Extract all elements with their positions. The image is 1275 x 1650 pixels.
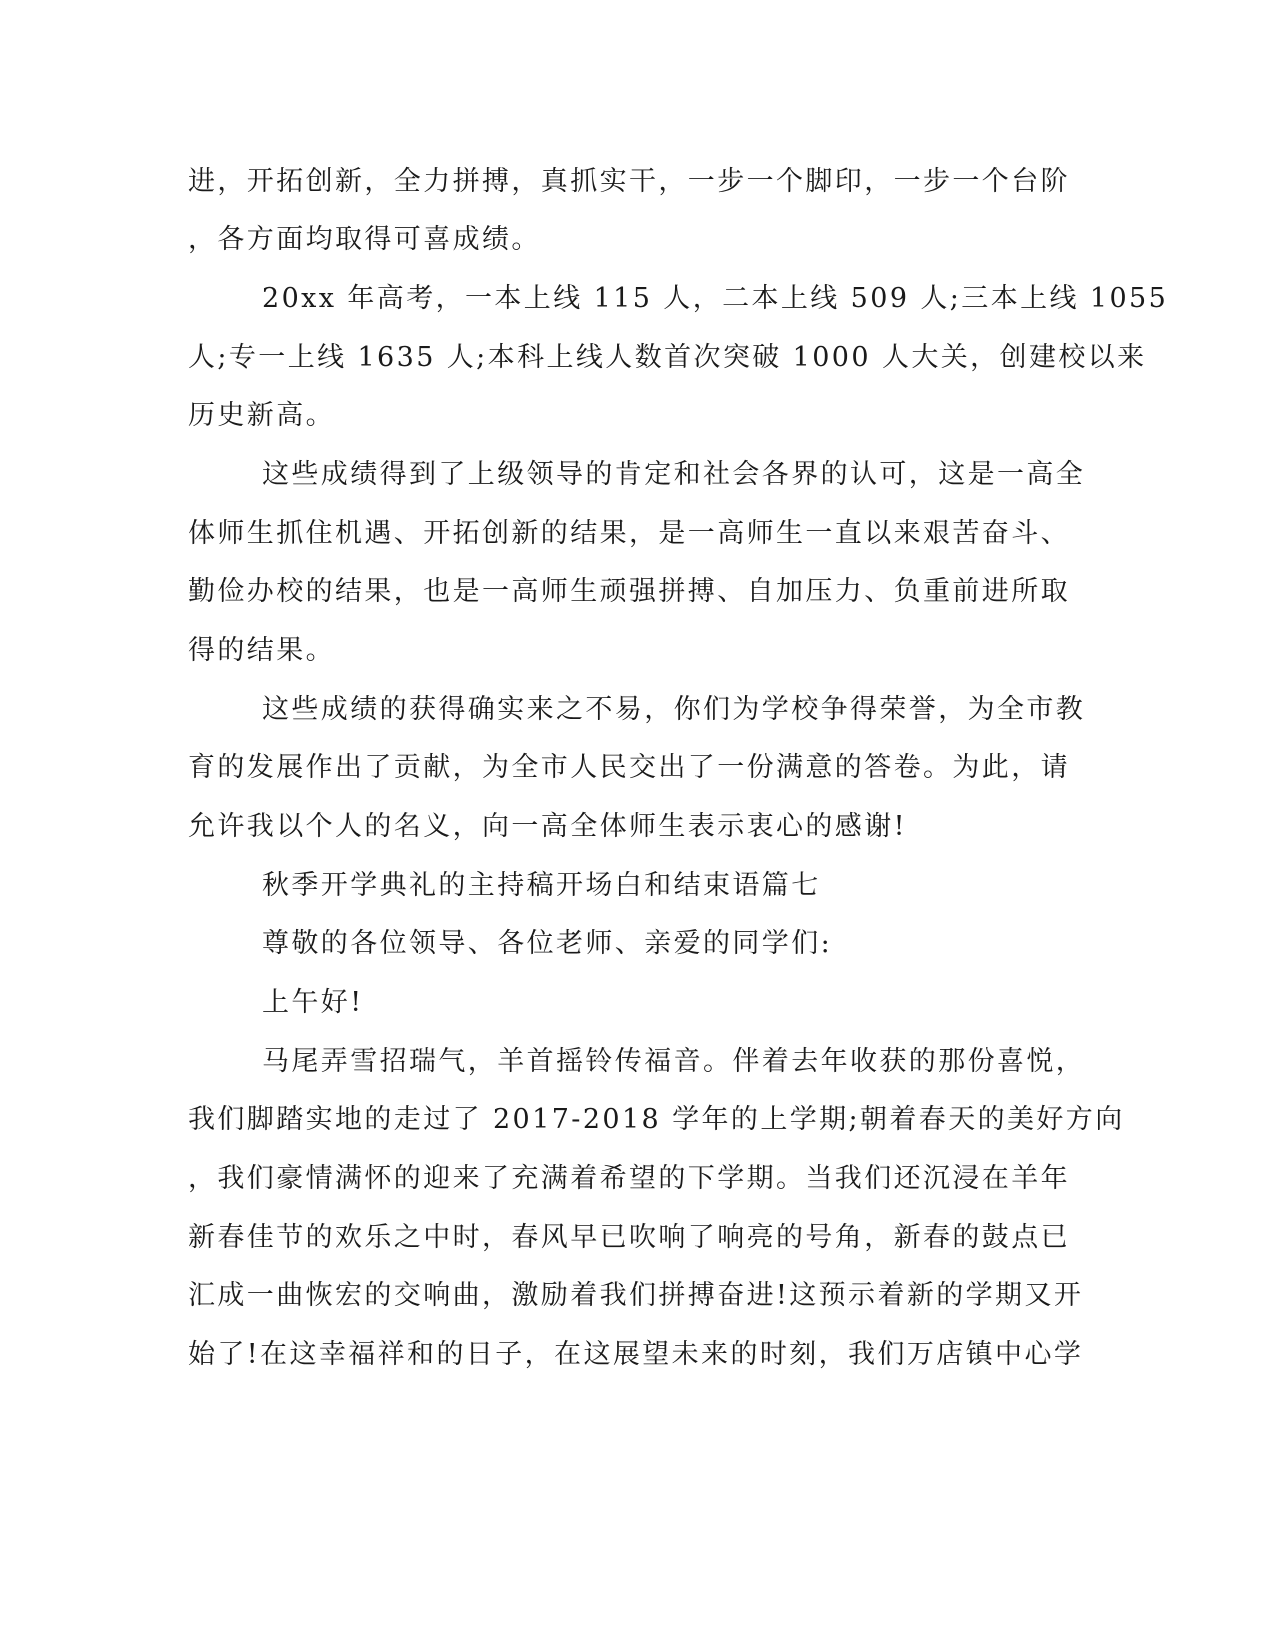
text-line: 勤俭办校的结果，也是一高师生顽强拼搏、自加压力、负重前进所取	[188, 576, 1070, 607]
paragraph-first-line: 马尾弄雪招瑞气，羊首摇铃传福音。伴着去年收获的那份喜悦，	[262, 1046, 1086, 1077]
text-line: 始了!在这幸福祥和的日子，在这展望未来的时刻，我们万店镇中心学	[188, 1339, 1084, 1370]
text-line: 新春佳节的欢乐之中时，春风早已吹响了响亮的号角，新春的鼓点已	[188, 1222, 1070, 1253]
text-line: 汇成一曲恢宏的交响曲，激励着我们拼搏奋进!这预示着新的学期又开	[188, 1280, 1084, 1311]
paragraph-first-line: 这些成绩的获得确实来之不易，你们为学校争得荣誉，为全市教	[262, 694, 1086, 725]
salutation: 尊敬的各位领导、各位老师、亲爱的同学们:	[262, 928, 833, 959]
paragraph-first-line: 这些成绩得到了上级领导的肯定和社会各界的认可，这是一高全	[262, 459, 1086, 490]
text-line: ，各方面均取得可喜成绩。	[188, 224, 541, 255]
text-line: 体师生抓住机遇、开拓创新的结果，是一高师生一直以来艰苦奋斗、	[188, 518, 1070, 549]
text-line: 进，开拓创新，全力拼搏，真抓实干，一步一个脚印，一步一个台阶	[188, 166, 1070, 197]
text-line: 允许我以个人的名义，向一高全体师生表示衷心的感谢!	[188, 811, 907, 842]
greeting: 上午好!	[262, 987, 364, 1018]
text-line: ，我们豪情满怀的迎来了充满着希望的下学期。当我们还沉浸在羊年	[188, 1163, 1070, 1194]
text-line: 得的结果。	[188, 635, 335, 666]
text-line: 育的发展作出了贡献，为全市人民交出了一份满意的答卷。为此，请	[188, 752, 1070, 783]
text-line: 人;专一上线 1635 人;本科上线人数首次突破 1000 人大关，创建校以来	[188, 342, 1147, 373]
text-line: 我们脚踏实地的走过了 2017-2018 学年的上学期;朝着春天的美好方向	[188, 1104, 1125, 1135]
text-line: 历史新高。	[188, 400, 335, 431]
paragraph-first-line: 20xx 年高考，一本上线 115 人，二本上线 509 人;三本上线 1055	[262, 283, 1169, 314]
section-heading: 秋季开学典礼的主持稿开场白和结束语篇七	[262, 870, 821, 901]
